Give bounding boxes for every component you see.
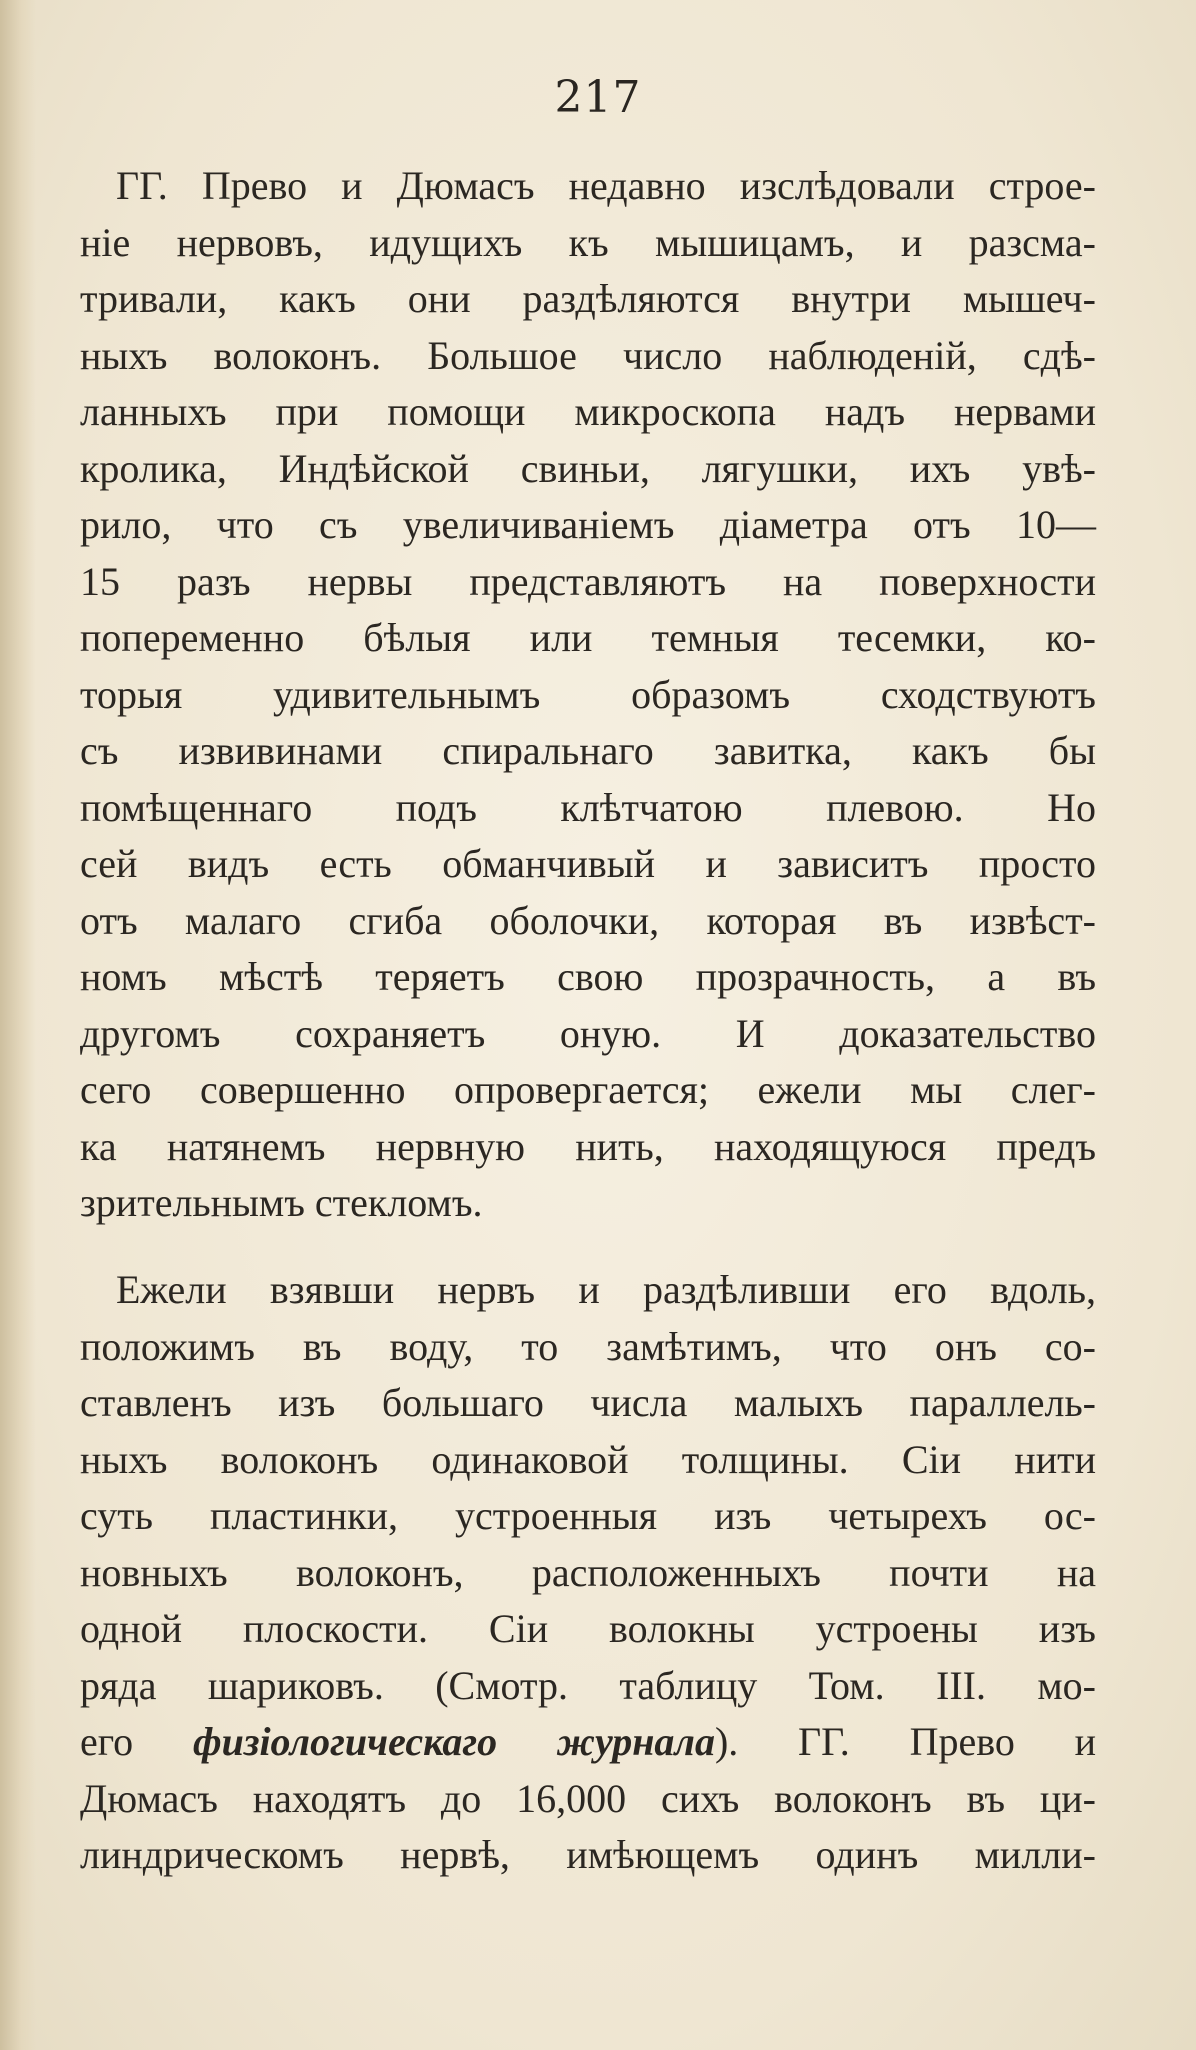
text-line: ныхъ волоконъ. Большое число наблюденій, сдѣ- bbox=[80, 332, 1096, 378]
text-line: ланныхъ при помощи микроскопа надъ нервами bbox=[80, 389, 1096, 434]
text-line: новныхъ волоконъ, расположенныхъ почти на bbox=[80, 1549, 1096, 1595]
text-line: торыя удивительнымъ образомъ сходствуютъ bbox=[80, 671, 1096, 717]
text-line: тривали, какъ они раздѣляются внутри мышеч- bbox=[80, 276, 1096, 321]
text-line: линдрическомъ нервѣ, имѣющемъ одинъ милли- bbox=[80, 1832, 1096, 1877]
text-run: ). ГГ. Прево и bbox=[714, 1719, 1097, 1764]
binding-shadow bbox=[0, 0, 36, 2050]
text-line: ніе нервовъ, идущихъ къ мышицамъ, и разсма- bbox=[80, 219, 1096, 265]
text-line: попеременно бѣлыя или темныя тесемки, ко- bbox=[80, 615, 1096, 660]
text-line: сего совершенно опровергается; ежели мы слег- bbox=[80, 1067, 1096, 1112]
text-line: ГГ. Прево и Дюмасъ недавно изслѣдовали строе- bbox=[116, 163, 1096, 208]
text-line: отъ малаго сгиба оболочки, которая въ извѣст- bbox=[80, 897, 1096, 943]
paragraph-1 bbox=[80, 158, 1096, 1232]
page-number: 217 bbox=[554, 72, 642, 123]
text-line: ка натянемъ нервную нить, находящуюся предъ bbox=[80, 1123, 1096, 1169]
text-line: одной плоскости. Сіи волокны устроены изъ bbox=[80, 1606, 1096, 1651]
journal-title-italic: физіологическаго журнала bbox=[192, 1719, 715, 1764]
text-line: номъ мѣстѣ теряетъ свою прозрачность, а въ bbox=[80, 954, 1096, 999]
text-line: рило, что съ увеличиваніемъ діаметра отъ 10— bbox=[80, 502, 1096, 547]
text-run: его bbox=[80, 1719, 193, 1764]
text-line: кролика, Индѣйской свиньи, лягушки, ихъ увѣ- bbox=[80, 445, 1096, 491]
text-line: съ извивинами спиральнаго завитка, какъ бы bbox=[80, 728, 1096, 773]
text-line: 15 разъ нервы представляютъ на поверхности bbox=[80, 558, 1096, 604]
text-line: зрительнымъ стекломъ. bbox=[80, 1180, 483, 1225]
text-line: положимъ въ воду, то замѣтимъ, что онъ со- bbox=[80, 1323, 1096, 1369]
text-line: суть пластинки, устроенныя изъ четырехъ ос- bbox=[80, 1493, 1096, 1538]
text-line: помѣщеннаго подъ клѣтчатою плевою. Но bbox=[80, 784, 1096, 830]
text-line-mixed bbox=[80, 1714, 1096, 1771]
text-line: другомъ сохраняетъ оную. И доказательство bbox=[80, 1010, 1096, 1056]
text-line: Дюмасъ находятъ до 16,000 сихъ волоконъ въ ци- bbox=[80, 1775, 1096, 1821]
text-line: Ежели взявши нервъ и раздѣливши его вдоль, bbox=[116, 1267, 1096, 1312]
text-line: ряда шариковъ. (Смотр. таблицу Том. III. мо- bbox=[80, 1662, 1096, 1708]
text-line: ставленъ изъ большаго числа малыхъ параллель- bbox=[80, 1380, 1096, 1425]
text-line: сей видъ есть обманчивый и зависитъ просто bbox=[80, 841, 1096, 886]
paragraph-2 bbox=[80, 1262, 1096, 1884]
text-line: ныхъ волоконъ одинаковой толщины. Сіи нити bbox=[80, 1436, 1096, 1482]
